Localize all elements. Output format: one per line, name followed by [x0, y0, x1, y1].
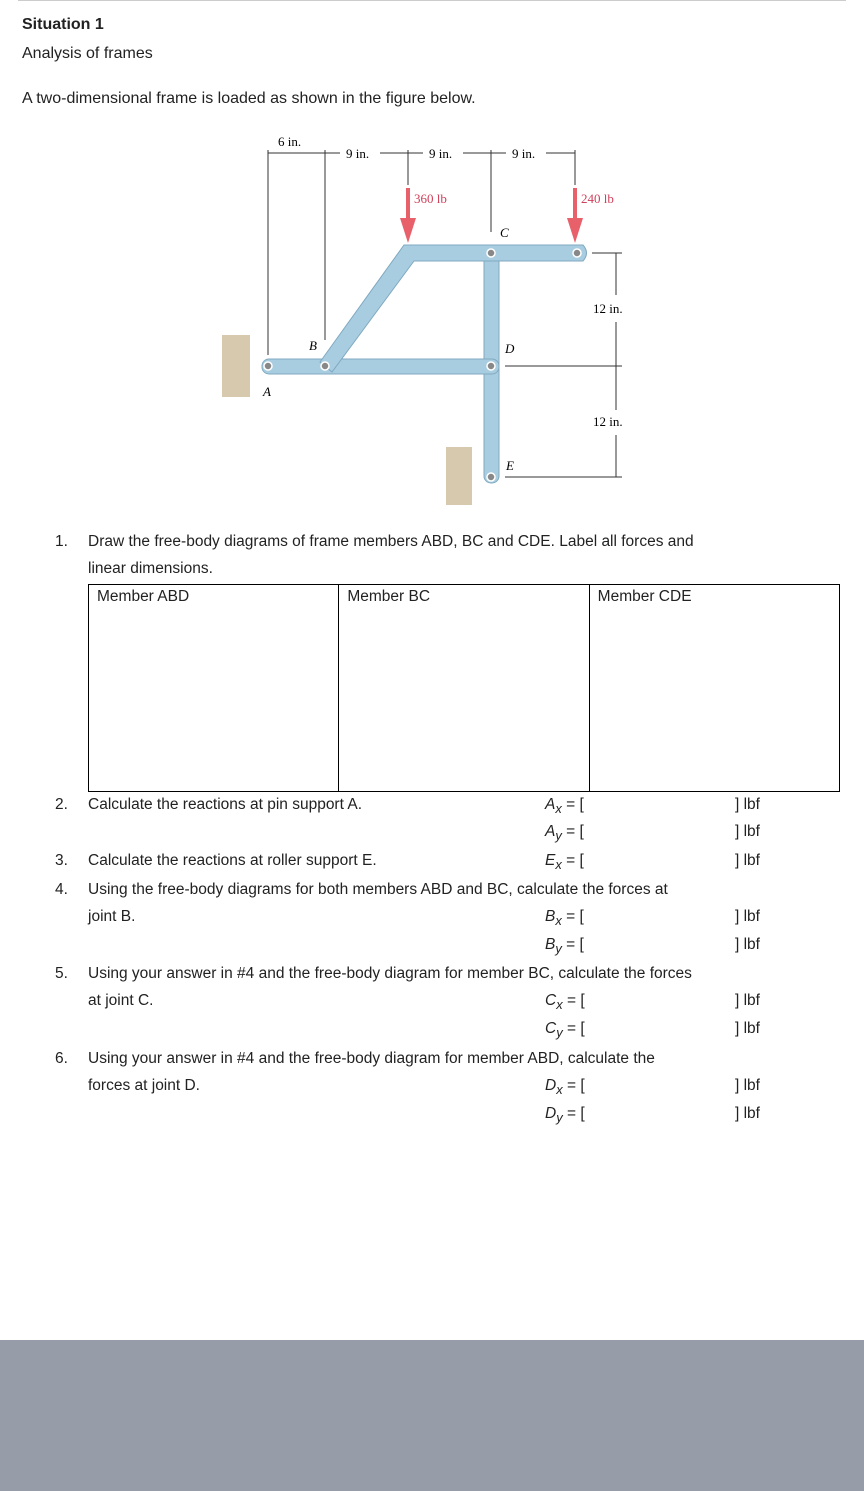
question-text: Using your answer in #4 and the free-body diagram for member BC, calculate the forces — [88, 965, 692, 982]
question-text: Draw the free-body diagrams of frame members ABD, BC and CDE. Label all forces and — [88, 533, 694, 550]
unit-label: ] lbf — [735, 992, 760, 1009]
answer-field-ax[interactable] — [545, 796, 584, 816]
load-240: 240 lb — [581, 191, 614, 206]
unit-label: ] lbf — [735, 1105, 760, 1122]
var-name: C — [545, 992, 557, 1009]
answer-field-ay[interactable] — [545, 823, 584, 843]
var-name: C — [545, 1020, 557, 1037]
intro-text: A two-dimensional frame is loaded as shown in the figure below. — [22, 90, 476, 107]
var-sub: x — [555, 913, 562, 929]
point-label: E — [506, 458, 514, 473]
question-text: Calculate the reactions at roller support E. — [88, 852, 377, 869]
unit-label: ] lbf — [735, 852, 760, 869]
answer-field-cy[interactable] — [545, 1020, 585, 1040]
var-name: D — [545, 1077, 557, 1094]
question-text: forces at joint D. — [88, 1077, 200, 1094]
unit-label: ] lbf — [735, 1020, 760, 1037]
answer-field-dx[interactable] — [545, 1077, 585, 1097]
var-sub: x — [555, 857, 562, 873]
var-sub: y — [555, 941, 562, 957]
var-name: D — [545, 1105, 557, 1122]
wall-support-a — [222, 335, 250, 397]
answer-field-ex[interactable] — [545, 852, 584, 872]
point-label: B — [309, 338, 317, 353]
question-text: Calculate the reactions at pin support A. — [88, 796, 362, 813]
var-name: B — [545, 908, 556, 925]
equals: = [ — [562, 1020, 585, 1037]
var-sub: y — [556, 1025, 563, 1041]
question-text: linear dimensions. — [88, 560, 213, 577]
question-number: 2. — [55, 796, 68, 813]
question-text: Using your answer in #4 and the free-body diagram for member ABD, calculate the — [88, 1050, 655, 1067]
question-text: Using the free-body diagrams for both members ABD and BC, calculate the forces at — [88, 881, 668, 898]
member-bc — [320, 245, 587, 372]
var-sub: y — [555, 828, 562, 844]
point-label: A — [263, 384, 271, 399]
dim-label: 9 in. — [346, 146, 370, 161]
fbd-table — [88, 584, 840, 792]
question-number: 3. — [55, 852, 68, 869]
var-name: E — [545, 852, 556, 869]
equals: = [ — [562, 992, 585, 1009]
dim-label: 12 in. — [593, 414, 623, 429]
member-abd — [262, 359, 499, 374]
fbd-box-cde[interactable]: Member CDE — [597, 588, 692, 605]
question-number: 6. — [55, 1050, 68, 1067]
unit-label: ] lbf — [735, 1077, 760, 1094]
dim-label: 9 in. — [512, 146, 536, 161]
question-number: 4. — [55, 881, 68, 898]
dim-label: 6 in. — [278, 134, 302, 149]
point-label: C — [500, 225, 509, 240]
unit-label: ] lbf — [735, 796, 760, 813]
section-title: Situation 1 — [22, 16, 104, 33]
equals: = [ — [562, 1077, 585, 1094]
unit-label: ] lbf — [735, 936, 760, 953]
footer-bar — [0, 1340, 864, 1491]
answer-field-dy[interactable] — [545, 1105, 585, 1125]
question-text: at joint C. — [88, 992, 154, 1009]
point-label: D — [505, 341, 515, 356]
equals: = [ — [561, 852, 584, 869]
var-name: B — [545, 936, 556, 953]
question-text: joint B. — [88, 908, 136, 925]
answer-field-cx[interactable] — [545, 992, 585, 1012]
question-number: 5. — [55, 965, 68, 982]
equals: = [ — [561, 908, 584, 925]
dim-label: 12 in. — [593, 301, 623, 316]
section-subtitle: Analysis of frames — [22, 45, 153, 62]
var-name: A — [545, 823, 556, 840]
var-sub: x — [555, 801, 562, 817]
wall-support-e — [446, 447, 472, 505]
var-sub: x — [556, 1082, 563, 1098]
var-sub: y — [556, 1110, 563, 1126]
fbd-box-bc[interactable]: Member BC — [339, 585, 589, 791]
frame-figure — [0, 0, 864, 520]
load-360: 360 lb — [414, 191, 447, 206]
equals: = [ — [561, 936, 584, 953]
equals: = [ — [561, 823, 584, 840]
fbd-box-abd[interactable]: Member ABD — [89, 585, 339, 791]
var-sub: x — [556, 997, 563, 1013]
answer-field-by[interactable] — [545, 936, 584, 956]
dim-label: 9 in. — [429, 146, 453, 161]
var-name: A — [545, 796, 556, 813]
answer-field-bx[interactable] — [545, 908, 584, 928]
equals: = [ — [562, 1105, 585, 1122]
equals: = [ — [561, 796, 584, 813]
question-number: 1. — [55, 533, 68, 550]
unit-label: ] lbf — [735, 823, 760, 840]
unit-label: ] lbf — [735, 908, 760, 925]
